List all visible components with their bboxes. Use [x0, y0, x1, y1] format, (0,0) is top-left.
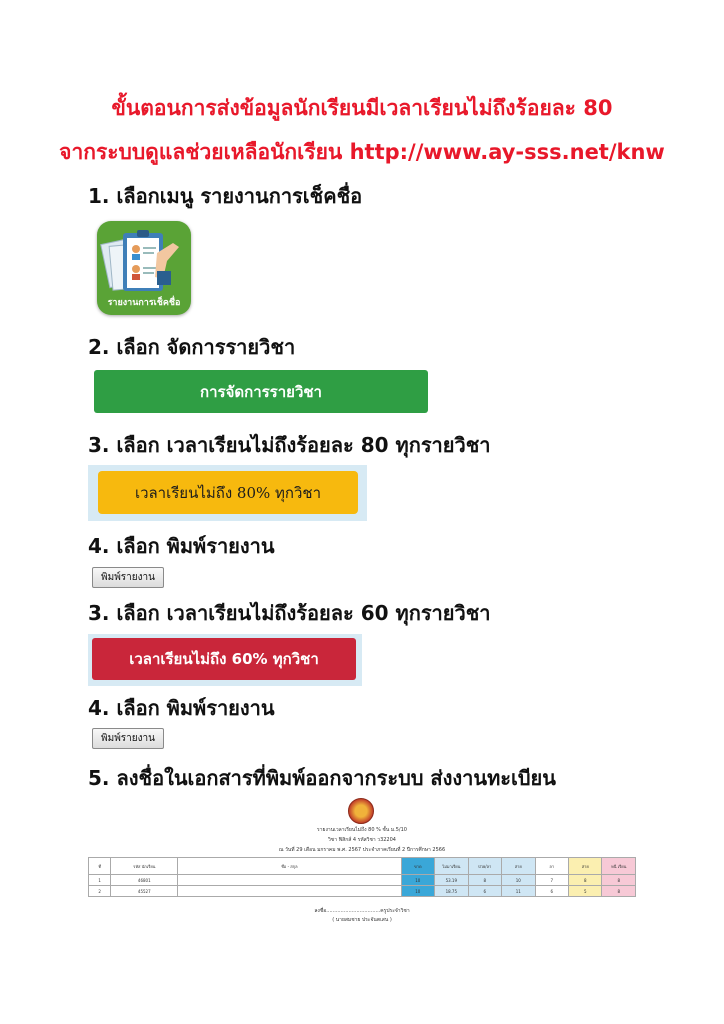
header-cell: ขาด: [401, 858, 434, 875]
cell: 11: [502, 886, 535, 897]
title-line-1: ขั้นตอนการส่งข้อมูลนักเรียนมีเวลาเรียนไม่ถึงร้อยละ 80: [111, 96, 613, 120]
doc-heading: รายงานเวลาเรียนไม่ถึง 80 % ชั้น ม.5/10: [317, 827, 407, 833]
step-1: 1. เลือกเมนู รายงานการเช็คชื่อ: [88, 184, 363, 208]
title-line-2: จากระบบดูแลช่วยเหลือนักเรียน http://www.ay-sss.net/knw: [59, 140, 665, 164]
doc-table: [88, 857, 636, 897]
header-cell: หนี เรียน: [602, 858, 636, 875]
below-80-button[interactable]: เวลาเรียนไม่ถึง 80% ทุกวิชา: [98, 471, 358, 514]
cell: 7: [535, 875, 568, 886]
cell: 2: [89, 886, 111, 897]
header-cell: ป่วย/ลา: [468, 858, 501, 875]
cell: 8: [568, 875, 601, 886]
app-icon-label: รายงานการเช็คชื่อ: [107, 298, 181, 308]
step-4: 4. เลือก พิมพ์รายงาน: [88, 534, 275, 558]
below-60-button[interactable]: เวลาเรียนไม่ถึง 60% ทุกวิชา: [92, 638, 356, 680]
header-cell: สาย: [568, 858, 601, 875]
doc-sign-name: ( นายสมชาย ประจันตเสน ): [332, 917, 392, 923]
doc-subject: วิชา ฟิสิกส์ 4 รหัสวิชา ว32204: [328, 837, 396, 843]
cell: 8: [602, 886, 636, 897]
cell: 8: [468, 875, 501, 886]
header-cell: ชื่อ - สกุล: [178, 858, 401, 875]
header-cell: ลา: [535, 858, 568, 875]
doc-table-header: [89, 858, 636, 875]
cell: 1: [89, 875, 111, 886]
manage-subjects-button[interactable]: การจัดการรายวิชา: [94, 370, 428, 413]
cell: 5: [568, 886, 601, 897]
cell: 10: [502, 875, 535, 886]
table-row: [89, 875, 636, 886]
cell: [178, 875, 401, 886]
cell: 8: [602, 875, 636, 886]
step-2: 2. เลือก จัดการรายวิชา: [88, 335, 296, 359]
header-cell: ที่: [89, 858, 111, 875]
cell: 6: [468, 886, 501, 897]
doc-sign-line: ลงชื่อ..................................ครูประจำวิชา: [314, 908, 410, 914]
step-4b: 4. เลือก พิมพ์รายงาน: [88, 696, 275, 720]
step-3b: 3. เลือก เวลาเรียนไม่ถึงร้อยละ 60 ทุกรายวิชา: [88, 601, 491, 625]
cell: 18.75: [435, 886, 468, 897]
cell: 53.19: [435, 875, 468, 886]
print-report-button-2[interactable]: พิมพ์รายงาน: [92, 728, 164, 749]
doc-date: ณ วันที่ 29 เดือน มกราคม พ.ศ. 2567 ประจำภาคเรียนที่ 2 ปีการศึกษา 2566: [278, 847, 446, 853]
table-row: [89, 886, 636, 897]
print-report-button-1[interactable]: พิมพ์รายงาน: [92, 567, 164, 588]
cell: 6: [535, 886, 568, 897]
cell: 10: [401, 886, 434, 897]
header-cell: รหัส นักเรียน: [111, 858, 178, 875]
step-3: 3. เลือก เวลาเรียนไม่ถึงร้อยละ 80 ทุกรายวิชา: [88, 433, 491, 457]
step-5: 5. ลงชื่อในเอกสารที่พิมพ์ออกจากระบบ ส่งงานทะเบียน: [88, 766, 556, 790]
attendance-report-app-icon[interactable]: [97, 221, 191, 315]
cell: 10: [401, 875, 434, 886]
header-cell: สาย: [502, 858, 535, 875]
header-cell: ไม่มาเรียน: [435, 858, 468, 875]
school-seal-icon: [348, 798, 374, 824]
cell: [178, 886, 401, 897]
cell: 45527: [111, 886, 178, 897]
cell: 46801: [111, 875, 178, 886]
